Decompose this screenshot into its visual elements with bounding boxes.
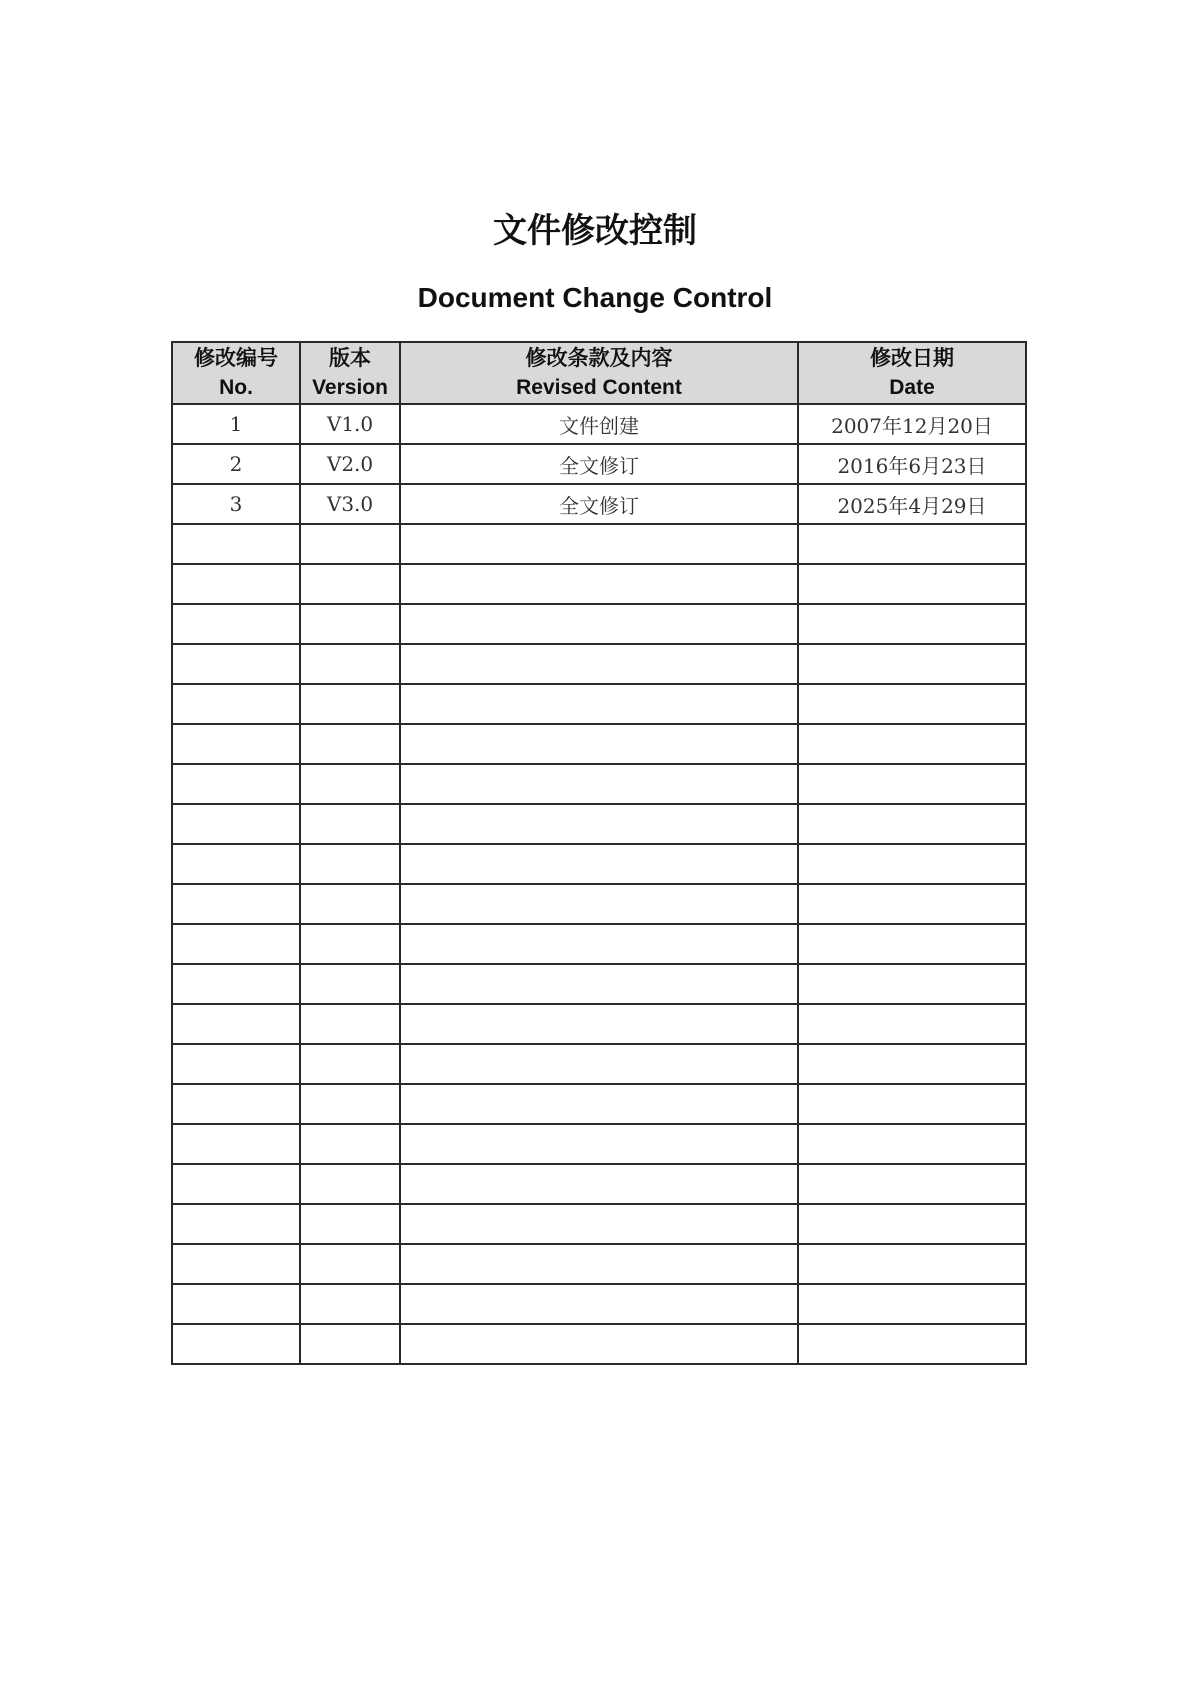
cell-no: 2 <box>172 444 300 484</box>
table-row <box>172 724 1026 764</box>
table-row <box>172 804 1026 844</box>
table-row <box>172 884 1026 924</box>
cell-date <box>798 764 1026 804</box>
table-row <box>172 844 1026 884</box>
header-row <box>172 342 1026 404</box>
table-row <box>172 604 1026 644</box>
header-version <box>300 342 400 404</box>
cell-content <box>400 1164 798 1204</box>
cell-date <box>798 804 1026 844</box>
cell-no <box>172 1164 300 1204</box>
table-row <box>172 1324 1026 1364</box>
cell-content <box>400 1124 798 1164</box>
cell-content <box>400 564 798 604</box>
table-row <box>172 1164 1026 1204</box>
table-row <box>172 1124 1026 1164</box>
cell-no <box>172 844 300 884</box>
cell-date <box>798 924 1026 964</box>
cell-content <box>400 924 798 964</box>
cell-no <box>172 1284 300 1324</box>
cell-date: 2007年12月20日 <box>798 404 1026 444</box>
table-row <box>172 444 1026 484</box>
cell-date <box>798 1284 1026 1324</box>
cell-no <box>172 1244 300 1284</box>
cell-content <box>400 1044 798 1084</box>
cell-content <box>400 1324 798 1364</box>
cell-version <box>300 604 400 644</box>
header-no-en: No. <box>219 376 253 399</box>
cell-date <box>798 884 1026 924</box>
cell-version <box>300 644 400 684</box>
cell-no <box>172 1084 300 1124</box>
cell-content <box>400 724 798 764</box>
cell-no <box>172 1204 300 1244</box>
table-row <box>172 1244 1026 1284</box>
table-row <box>172 1044 1026 1084</box>
cell-content <box>400 884 798 924</box>
cell-date <box>798 1244 1026 1284</box>
cell-no <box>172 684 300 724</box>
cell-version <box>300 524 400 564</box>
table-body <box>172 404 1026 1364</box>
table-row <box>172 1284 1026 1324</box>
cell-date <box>798 1124 1026 1164</box>
cell-no <box>172 924 300 964</box>
cell-version <box>300 1084 400 1124</box>
table-row <box>172 1204 1026 1244</box>
cell-date <box>798 1044 1026 1084</box>
header-date-cn: 修改日期 <box>870 346 954 370</box>
cell-version <box>300 684 400 724</box>
cell-version <box>300 764 400 804</box>
cell-content <box>400 644 798 684</box>
cell-content <box>400 1084 798 1124</box>
cell-content <box>400 524 798 564</box>
cell-version: V2.0 <box>300 444 400 484</box>
cell-content <box>400 684 798 724</box>
header-version-en: Version <box>312 376 388 399</box>
cell-content <box>400 964 798 1004</box>
cell-date <box>798 1324 1026 1364</box>
table-row <box>172 524 1026 564</box>
cell-version <box>300 1244 400 1284</box>
table-row <box>172 924 1026 964</box>
cell-content: 文件创建 <box>400 404 798 444</box>
cell-content <box>400 1244 798 1284</box>
cell-no <box>172 1004 300 1044</box>
cell-content: 全文修订 <box>400 484 798 524</box>
table-row <box>172 484 1026 524</box>
cell-no <box>172 884 300 924</box>
cell-date <box>798 1204 1026 1244</box>
cell-date <box>798 724 1026 764</box>
table-row <box>172 1004 1026 1044</box>
table-row <box>172 964 1026 1004</box>
cell-version <box>300 884 400 924</box>
table-row <box>172 404 1026 444</box>
cell-content <box>400 764 798 804</box>
header-content-en: Revised Content <box>516 376 682 399</box>
cell-version <box>300 804 400 844</box>
table-row <box>172 564 1026 604</box>
cell-version <box>300 844 400 884</box>
table-header <box>172 342 1026 404</box>
cell-version: V3.0 <box>300 484 400 524</box>
cell-no <box>172 804 300 844</box>
cell-version: V1.0 <box>300 404 400 444</box>
cell-version <box>300 1044 400 1084</box>
table-row <box>172 764 1026 804</box>
cell-date <box>798 844 1026 884</box>
cell-content <box>400 1204 798 1244</box>
cell-no <box>172 1044 300 1084</box>
cell-content <box>400 844 798 884</box>
change-control-table <box>171 341 1027 1365</box>
cell-version <box>300 924 400 964</box>
cell-no: 3 <box>172 484 300 524</box>
cell-content <box>400 1004 798 1044</box>
cell-version <box>300 724 400 764</box>
cell-date <box>798 964 1026 1004</box>
cell-date <box>798 1004 1026 1044</box>
cell-date <box>798 524 1026 564</box>
header-no-cn: 修改编号 <box>194 346 278 370</box>
cell-content <box>400 804 798 844</box>
cell-no <box>172 524 300 564</box>
cell-version <box>300 1324 400 1364</box>
header-version-cn: 版本 <box>329 346 371 370</box>
header-content-cn: 修改条款及内容 <box>525 346 673 370</box>
cell-version <box>300 1004 400 1044</box>
cell-date <box>798 564 1026 604</box>
cell-date <box>798 1164 1026 1204</box>
table-row <box>172 1084 1026 1124</box>
cell-date <box>798 684 1026 724</box>
cell-no <box>172 724 300 764</box>
cell-date: 2025年4月29日 <box>798 484 1026 524</box>
cell-version <box>300 1164 400 1204</box>
cell-no <box>172 644 300 684</box>
cell-date <box>798 644 1026 684</box>
cell-no <box>172 1124 300 1164</box>
table-row <box>172 644 1026 684</box>
header-content <box>400 342 798 404</box>
cell-version <box>300 1124 400 1164</box>
cell-date: 2016年6月23日 <box>798 444 1026 484</box>
cell-date <box>798 604 1026 644</box>
cell-content: 全文修订 <box>400 444 798 484</box>
table-row <box>172 684 1026 724</box>
cell-no <box>172 764 300 804</box>
page-title: 文件修改控制 <box>493 211 697 251</box>
cell-content <box>400 604 798 644</box>
cell-no <box>172 564 300 604</box>
cell-version <box>300 1284 400 1324</box>
cell-no: 1 <box>172 404 300 444</box>
cell-no <box>172 964 300 1004</box>
cell-no <box>172 1324 300 1364</box>
cell-version <box>300 964 400 1004</box>
cell-version <box>300 564 400 604</box>
header-no <box>172 342 300 404</box>
cell-content <box>400 1284 798 1324</box>
header-date-en: Date <box>889 376 935 399</box>
cell-date <box>798 1084 1026 1124</box>
cell-version <box>300 1204 400 1244</box>
page-subtitle: Document Change Control <box>417 282 773 313</box>
cell-no <box>172 604 300 644</box>
header-date <box>798 342 1026 404</box>
